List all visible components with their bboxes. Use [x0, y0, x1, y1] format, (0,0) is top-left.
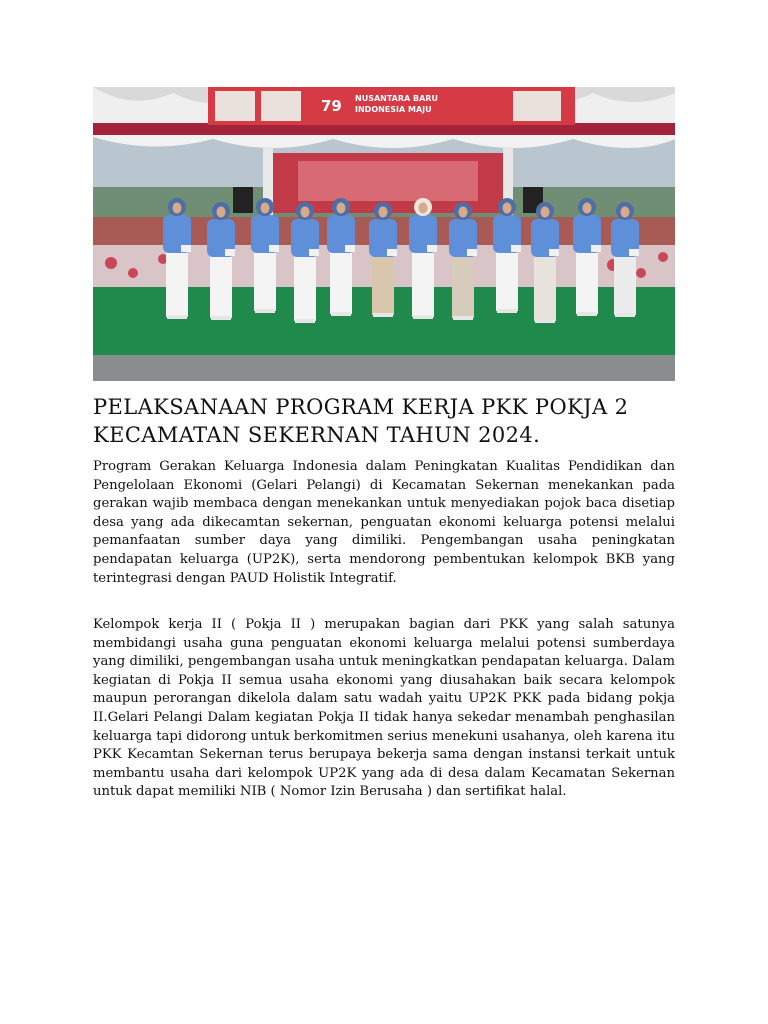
banner-number: 79 — [321, 97, 342, 115]
person — [327, 198, 355, 316]
person — [531, 202, 559, 323]
tent-valance — [93, 123, 675, 137]
paragraph-1: Program Gerakan Keluarga Indonesia dalam Peningkatan Kualitas Pendidikan dan Pengelolaan Ekonomi (Gelari Pelangi) di Kecamatan Sekernan menekankan pada gerakan wajib membaca dengan menekankan untuk menyediakan pojok baca disetiap desa yang ada dikecamtan sekernan, penguatan ekonomi keluarga potensi melalui pemanfaatan sumber daya yang dimiliki. Pengembangan usaha peningkatan pendapatan keluarga (UP2K), serta mendorong pembentukan kelompok BKB yang terintegrasi dengan PAUD Holistik Integratif. — [93, 459, 675, 586]
group-photo — [93, 87, 675, 381]
speaker-left — [233, 187, 253, 213]
banner-portrait-3 — [513, 91, 561, 121]
banner-portrait-2 — [261, 91, 301, 121]
paragraph-2: Kelompok kerja II ( Pokja II ) merupakan bagian dari PKK yang salah satunya membidangi usaha guna penguatan ekonomi keluarga melalui potensi sumberdaya yang dimiliki, pengembangan usaha untuk meningkatkan pendapatan keluarga. Dalam kegiatan di Pokja II semua usaha ekonomi yang diusahakan baik secara kelompok maupun perorangan dikelola dalam satu wadah yaitu UP2K PKK pada bidang pokja II.Gelari Pelangi Dalam kegiatan Pokja II tidak hanya sekedar menambah penghasilan keluarga tapi didorong untuk berkomitmen serius menekuni usahanya, oleh karena itu PKK Kecamtan Sekernan terus berupaya bekerja sama dengan instansi terkait untuk membantu usaha dari kelompok UP2K yang ada di desa dalam Kecamatan Sekernan untuk dapat memiliki NIB ( Nomor Izin Berusaha ) dan sertifikat halal. — [93, 617, 675, 800]
banner-portrait-1 — [215, 91, 255, 121]
group-photo-illustration — [93, 87, 675, 381]
person — [207, 202, 235, 320]
person — [449, 202, 477, 320]
document-heading: PELAKSANAAN PROGRAM KERJA PKK POKJA 2 KECAMATAN SEKERNAN TAHUN 2024. — [93, 395, 629, 447]
person — [573, 198, 601, 316]
road — [93, 355, 675, 381]
person — [291, 202, 319, 323]
person — [409, 198, 437, 319]
stage-screen — [298, 161, 478, 201]
banner-line-1: NUSANTARA BARU — [355, 94, 438, 103]
banner-line-2: INDONESIA MAJU — [355, 105, 432, 114]
person — [163, 198, 191, 319]
